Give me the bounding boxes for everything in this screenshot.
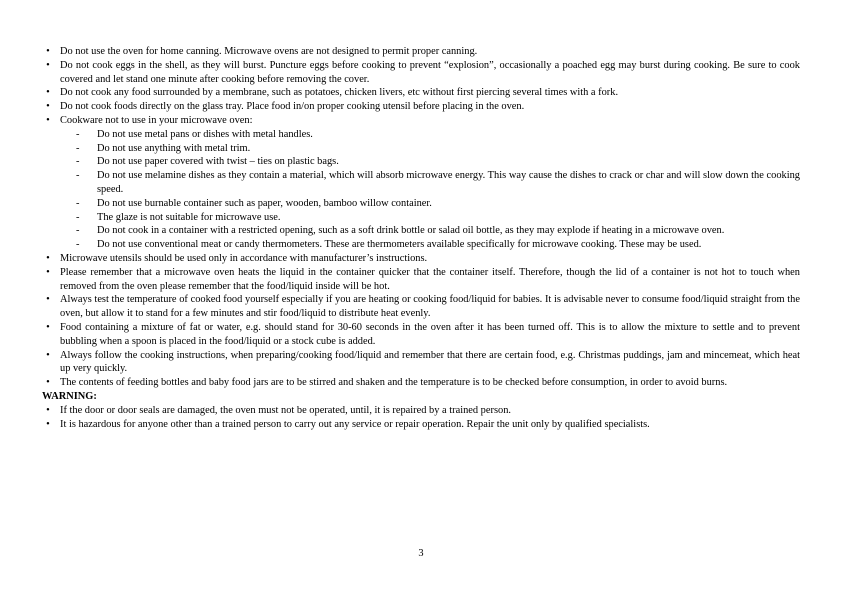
sublist-item-text: Do not use anything with metal trim.: [97, 142, 251, 154]
list-item-text: It is hazardous for anyone other than a trained person to carry out any service or repair operation. Repair the unit only by qualified specialists.: [60, 418, 650, 430]
sublist-item-text: Do not cook in a container with a restricted opening, such as a soft drink bottle or salad oil bottle, as they may explode if heating in a microwave oven.: [97, 225, 725, 237]
sublist-item-text: Do not use burnable container such as paper, wooden, bamboo willow container.: [97, 197, 432, 209]
list-item-text: Always test the temperature of cooked food yourself especially if you are heating or cooking food/liquid for babies. It is advisable never to consume food/liquid straight from the oven, but allow it to stand for a few minutes and stir food/liquid to distribute heat evenly.: [60, 294, 800, 320]
sublist-item: [60, 142, 800, 156]
list-item-text: The contents of feeding bottles and baby food jars are to be stirred and shaken and the temperature is to be checked before consumption, in order to avoid burns.: [60, 377, 728, 389]
bullet-icon: •: [46, 418, 50, 430]
dash-icon: -: [76, 225, 80, 237]
list-item: [42, 45, 800, 59]
list-item: [42, 114, 800, 252]
dash-icon: -: [76, 142, 80, 154]
document-page: [42, 45, 800, 431]
sublist-item-text: Do not use conventional meat or candy thermometers. These are thermometers available specifically for microwave cooking. These may be used.: [97, 239, 702, 251]
warning-list: [42, 404, 800, 432]
list-item: [42, 86, 800, 100]
sublist-item: [60, 197, 800, 211]
list-item-text: Do not use the oven for home canning. Microwave ovens are not designed to permit proper canning.: [60, 46, 478, 57]
list-item-text: Microwave utensils should be used only in accordance with manufacturer’s instructions.: [60, 252, 428, 264]
warning-heading: WARNING:: [42, 390, 97, 402]
sublist-item: [60, 169, 800, 197]
bullet-icon: •: [46, 349, 50, 361]
list-item-text: If the door or door seals are damaged, the oven must not be operated, until, it is repaired by a trained person.: [60, 404, 511, 416]
bullet-icon: •: [46, 46, 50, 57]
dash-icon: -: [76, 239, 80, 251]
list-item-text: Cookware not to use in your microwave oven:: [60, 114, 253, 126]
list-item: [42, 266, 800, 294]
safety-list: [42, 45, 800, 390]
bullet-icon: •: [46, 266, 50, 278]
bullet-icon: •: [46, 101, 50, 113]
sublist-item-text: The glaze is not suitable for microwave use.: [97, 211, 281, 223]
sublist-item: [60, 211, 800, 225]
cookware-sublist: [60, 128, 800, 252]
bullet-icon: •: [46, 294, 50, 306]
list-item-text: Do not cook foods directly on the glass tray. Place food in/on proper cooking utensil before placing in the oven.: [60, 101, 525, 113]
list-item-text: Please remember that a microwave oven heats the liquid in the container quicker that the container itself. Therefore, though the lid of a container is not hot to touch when removed from the oven please remember that the food/liquid inside will be hot.: [60, 266, 800, 292]
list-item-text: Food containing a mixture of fat or water, e.g. should stand for 30-60 seconds in the oven after it has been turned off. This is to allow the mixture to settle and to prevent bubbling when a spoon is placed in the food/liquid or a stock cube is added.: [60, 321, 800, 347]
list-item: [42, 376, 800, 390]
sublist-item: [60, 238, 800, 252]
bullet-icon: •: [46, 321, 50, 333]
list-item-text: Always follow the cooking instructions, when preparing/cooking food/liquid and remember that there are certain food, e.g. Christmas puddings, jam and mincemeat, which heat up very quickly.: [60, 349, 800, 375]
list-item: [42, 100, 800, 114]
bullet-icon: •: [46, 404, 50, 416]
dash-icon: -: [76, 128, 80, 140]
list-item-text: Do not cook any food surrounded by a membrane, such as potatoes, chicken livers, etc without first piercing several times with a fork.: [60, 87, 619, 99]
list-item-text: Do not cook eggs in the shell, as they will burst. Puncture eggs before cooking to prevent “explosion”, occasionally a poached egg may burst during cooking. Be sure to cook covered and let stand one minute after cooking before removing the cover.: [60, 59, 800, 85]
dash-icon: -: [76, 211, 80, 223]
bullet-icon: •: [46, 87, 50, 99]
bullet-icon: •: [46, 252, 50, 264]
sublist-item-text: Do not use melamine dishes as they contain a material, which will absorb microwave energy. This way cause the dishes to crack or char and will slow down the cooking speed.: [97, 170, 800, 195]
bullet-icon: •: [46, 59, 50, 71]
sublist-item: [60, 224, 800, 238]
list-item: [42, 293, 800, 321]
list-item: [42, 59, 800, 87]
sublist-item-text: Do not use paper covered with twist – ties on plastic bags.: [97, 156, 339, 168]
list-item: [42, 418, 800, 432]
list-item: [42, 349, 800, 377]
page-number: 3: [418, 548, 424, 559]
dash-icon: -: [76, 156, 80, 168]
list-item: [42, 252, 800, 266]
dash-icon: -: [76, 170, 80, 182]
sublist-item: [60, 155, 800, 169]
list-item: [42, 404, 800, 418]
list-item: [42, 321, 800, 349]
bullet-icon: •: [46, 377, 50, 389]
bullet-icon: •: [46, 114, 50, 126]
sublist-item: [60, 128, 800, 142]
dash-icon: -: [76, 197, 80, 209]
sublist-item-text: Do not use metal pans or dishes with metal handles.: [97, 128, 313, 140]
